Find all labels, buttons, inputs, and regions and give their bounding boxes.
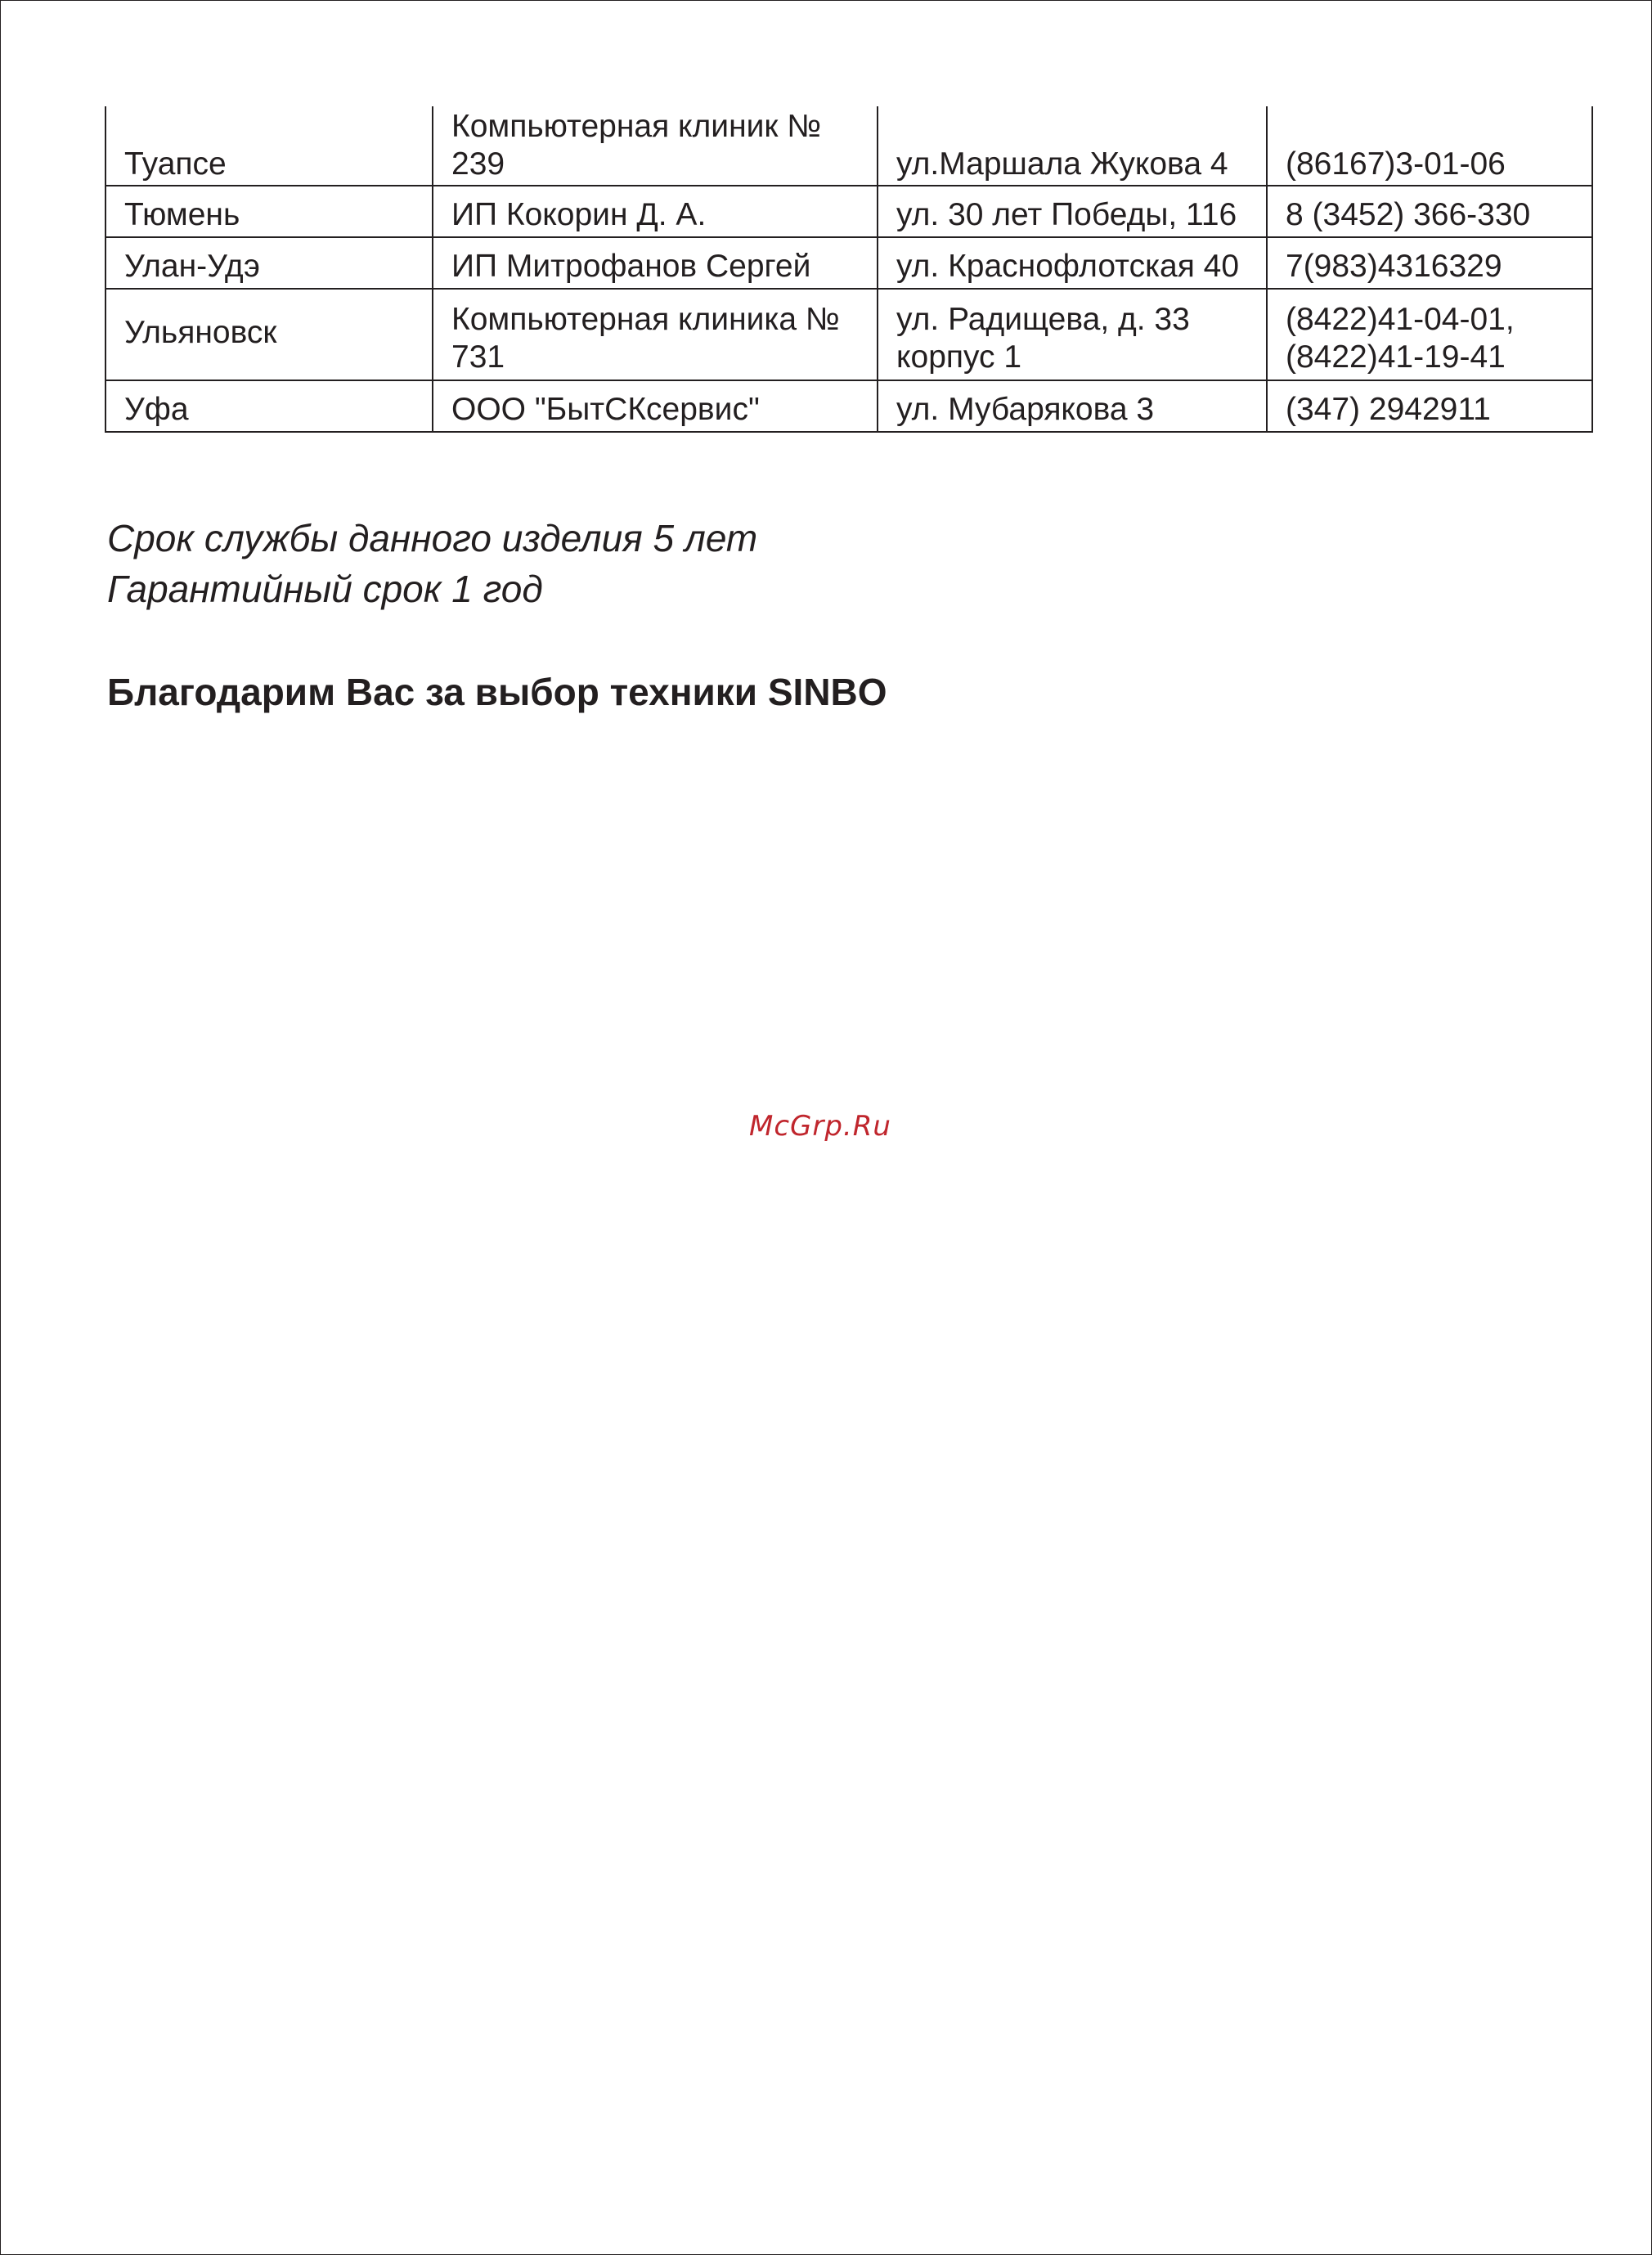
table-row xyxy=(105,289,1592,380)
city-cell: Ульяновск xyxy=(105,289,433,380)
thanks-heading: Благодарим Вас за выбор техники SINBO xyxy=(107,671,887,713)
city-cell: Тюмень xyxy=(105,186,433,237)
service-life-text: Срок службы данного изделия 5 лет xyxy=(107,517,758,559)
city-cell: Улан-Удэ xyxy=(105,237,433,289)
phone-cell: (347) 2942911 xyxy=(1267,380,1592,432)
service-center-table xyxy=(105,106,1593,433)
city-cell: Туапсе xyxy=(105,106,433,186)
city-cell: Уфа xyxy=(105,380,433,432)
address-cell: ул.Маршала Жукова 4 xyxy=(878,106,1267,186)
watermark: McGrp.Ru xyxy=(749,1110,891,1143)
table-row xyxy=(105,237,1592,289)
organization-cell: Компьютерная клиника № 731 xyxy=(433,289,878,380)
phone-cell: (86167)3-01-06 xyxy=(1267,106,1592,186)
address-cell: ул. Мубарякова 3 xyxy=(878,380,1267,432)
phone-cell: 7(983)4316329 xyxy=(1267,237,1592,289)
address-cell: ул. Краснофлотская 40 xyxy=(878,237,1267,289)
address-cell: ул. 30 лет Победы, 116 xyxy=(878,186,1267,237)
phone-cell: (8422)41-04-01, (8422)41-19-41 xyxy=(1267,289,1592,380)
address-cell: ул. Радищева, д. 33 корпус 1 xyxy=(878,289,1267,380)
organization-cell: ИП Кокорин Д. А. xyxy=(433,186,878,237)
organization-cell: ИП Митрофанов Сергей xyxy=(433,237,878,289)
organization-cell: ООО "БытСКсервис" xyxy=(433,380,878,432)
table-row xyxy=(105,380,1592,432)
warranty-period-text: Гарантийный срок 1 год xyxy=(107,568,543,610)
organization-cell: Компьютерная клиник № 239 xyxy=(433,106,878,186)
table-row xyxy=(105,186,1592,237)
phone-cell: 8 (3452) 366-330 xyxy=(1267,186,1592,237)
table-row xyxy=(105,106,1592,186)
